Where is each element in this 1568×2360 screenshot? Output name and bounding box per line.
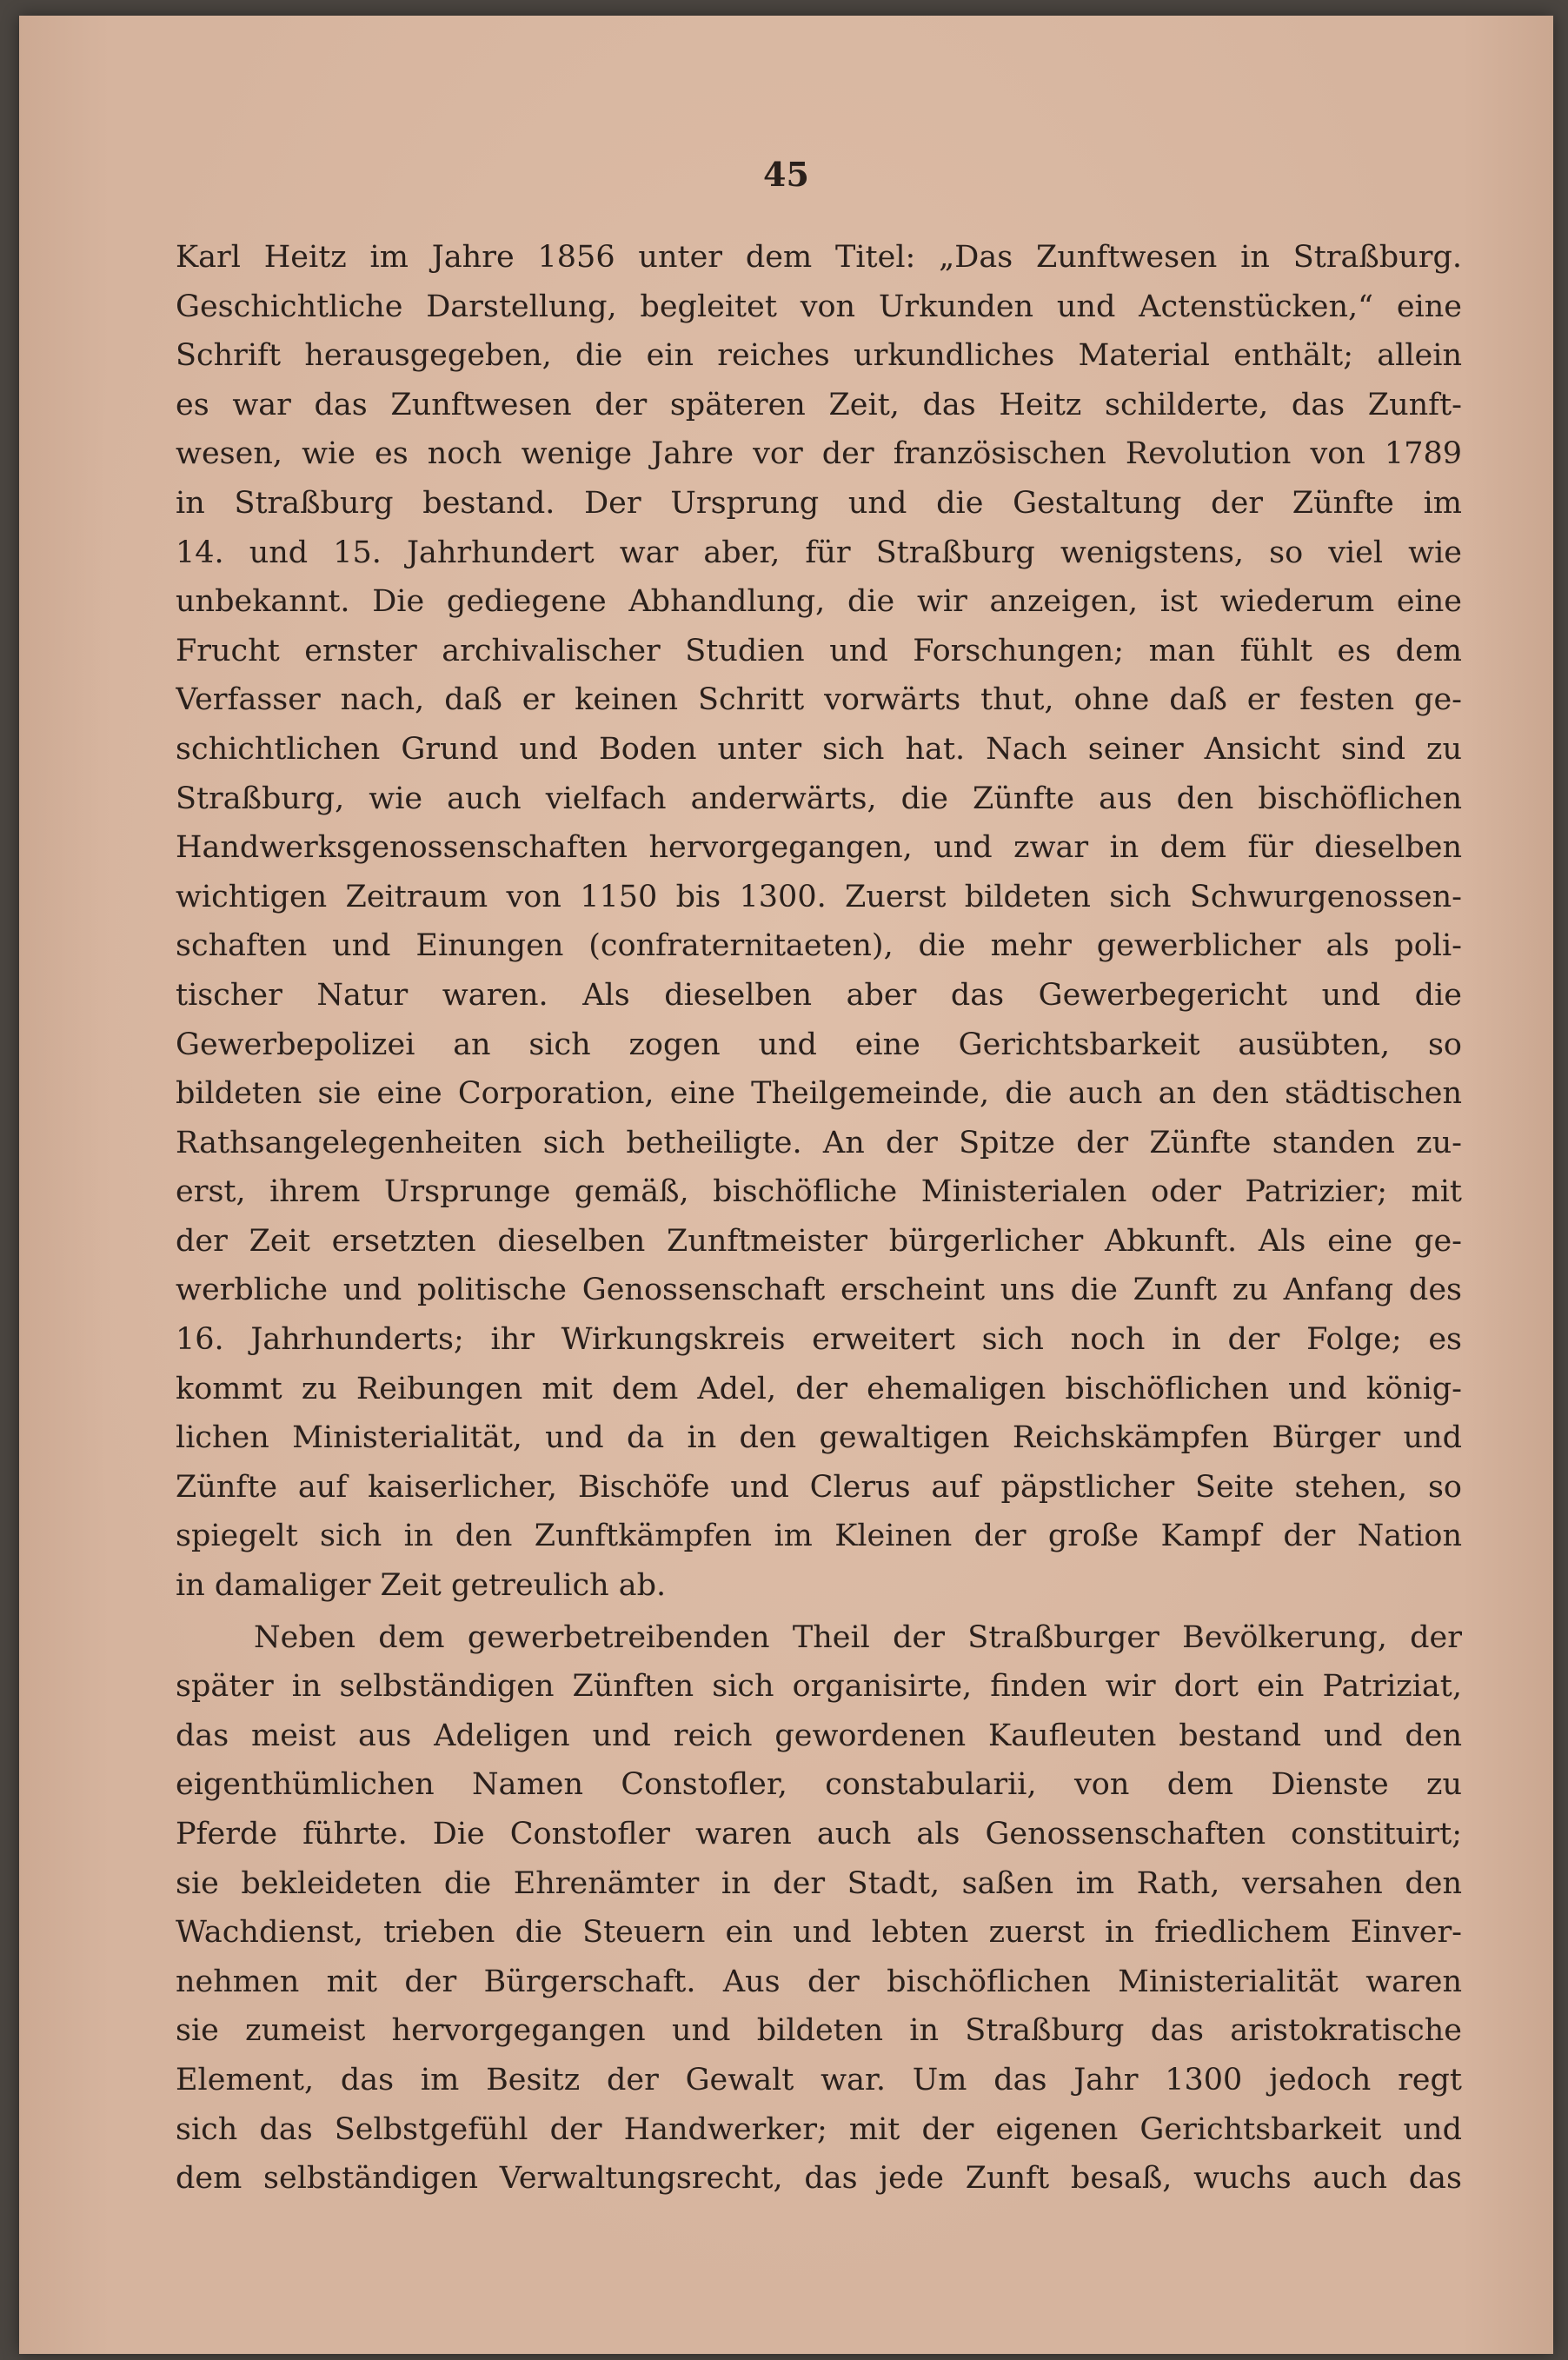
page-number: 45 (763, 155, 809, 194)
text-line: Gewerbepolizei an sich zogen und eine Gerichtsbarkeit ausübten, so (176, 1027, 1462, 1062)
text-line: Frucht ernster archivalischer Studien und Forschungen; man fühlt es dem (176, 633, 1462, 668)
text-line: bildeten sie eine Corporation, eine Theilgemeinde, die auch an den städtischen (176, 1076, 1462, 1112)
text-line: schichtlichen Grund und Boden unter sich hat. Nach seiner Ansicht sind zu (176, 731, 1462, 767)
text-line: Element, das im Besitz der Gewalt war. Um das Jahr 1300 jedoch regt (176, 2062, 1462, 2097)
text-line: 14. und 15. Jahrhundert war aber, für Straßburg wenigstens, so viel wie (176, 535, 1462, 570)
text-line: Geschichtliche Darstellung, begleitet von Urkunden und Actenstücken,“ eine (176, 289, 1462, 324)
text-line: kommt zu Reibungen mit dem Adel, der ehemaligen bischöflichen und könig- (176, 1371, 1462, 1406)
text-line: es war das Zunftwesen der späteren Zeit, das Heitz schilderte, das Zunft- (176, 387, 1462, 422)
text-line: spiegelt sich in den Zunftkämpfen im Kleinen der große Kampf der Nation (176, 1519, 1462, 1554)
text-line: eigenthümlichen Namen Constofler, constabularii, von dem Dienste zu (176, 1767, 1462, 1803)
text-line: Neben dem gewerbetreibenden Theil der Straßburger Bevölkerung, der (254, 1619, 1462, 1655)
text-line: erst, ihrem Ursprunge gemäß, bischöfliche Ministerialen oder Patrizier; mit (176, 1174, 1462, 1210)
text-line: Rathsangelegenheiten sich betheiligte. An der Spitze der Zünfte standen zu- (176, 1125, 1462, 1160)
text-line: tischer Natur waren. Als dieselben aber das Gewerbegericht und die (176, 977, 1462, 1013)
text-line: der Zeit ersetzten dieselben Zunftmeister bürgerlicher Abkunft. Als eine ge- (176, 1223, 1462, 1259)
text-line: schaften und Einungen (confraternitaeten), die mehr gewerblicher als poli- (176, 928, 1462, 964)
text-line: sich das Selbstgefühl der Handwerker; mit der eigenen Gerichtsbarkeit und (176, 2111, 1462, 2147)
text-line: sie bekleideten die Ehrenämter in der Stadt, saßen im Rath, versahen den (176, 1865, 1462, 1901)
text-line: nehmen mit der Bürgerschaft. Aus der bischöflichen Ministerialität waren (176, 1964, 1462, 1999)
text-line: das meist aus Adeligen und reich gewordenen Kaufleuten bestand und den (176, 1718, 1462, 1753)
paragraph-1 (176, 233, 1462, 1611)
text-line: später in selbständigen Zünften sich organisirte, finden wir dort ein Patriziat, (176, 1669, 1462, 1705)
text-line: wichtigen Zeitraum von 1150 bis 1300. Zuerst bildeten sich Schwurgenossen- (176, 879, 1462, 914)
text-line: 16. Jahrhunderts; ihr Wirkungskreis erweitert sich noch in der Folge; es (176, 1322, 1462, 1358)
text-line: Schrift herausgegeben, die ein reiches urkundliches Material enthält; allein (176, 338, 1462, 374)
text-line: werbliche und politische Genossenschaft erscheint uns die Zunft zu Anfang des (176, 1273, 1462, 1308)
text-line: wesen, wie es noch wenige Jahre vor der französischen Revolution von 1789 (176, 436, 1462, 472)
text-line: Zünfte auf kaiserlicher, Bischöfe und Clerus auf päpstlicher Seite stehen, so (176, 1469, 1462, 1505)
text-line: in Straßburg bestand. Der Ursprung und die Gestaltung der Zünfte im (176, 485, 1462, 521)
book-page (19, 16, 1553, 2354)
text-line: Pferde führte. Die Constofler waren auch als Genossenschaften constituirt; (176, 1817, 1462, 1851)
text-line: Handwerksgenossenschaften hervorgegangen, und zwar in dem für dieselben (176, 830, 1462, 866)
text-line: Karl Heitz im Jahre 1856 unter dem Titel: „Das Zunftwesen in Straßburg. (176, 240, 1462, 275)
text-line: dem selbständigen Verwaltungsrecht, das jede Zunft besaß, wuchs auch das (176, 2161, 1462, 2197)
text-line: Wachdienst, trieben die Steuern ein und lebten zuerst in friedlichem Einver- (176, 1915, 1462, 1951)
paragraph-2 (176, 1613, 1462, 2204)
text-line: unbekannt. Die gediegene Abhandlung, die wir anzeigen, ist wiederum eine (176, 584, 1462, 620)
body-text (176, 233, 1462, 2204)
text-line: lichen Ministerialität, und da in den gewaltigen Reichskämpfen Bürger und (176, 1420, 1462, 1456)
text-line: Straßburg, wie auch vielfach anderwärts, die Zünfte aus den bischöflichen (176, 781, 1462, 816)
text-line: sie zumeist hervorgegangen und bildeten in Straßburg das aristokratische (176, 2013, 1462, 2049)
text-line: in damaliger Zeit getreulich ab. (176, 1568, 667, 1604)
text-line: Verfasser nach, daß er keinen Schritt vorwärts thut, ohne daß er festen ge- (176, 682, 1462, 718)
